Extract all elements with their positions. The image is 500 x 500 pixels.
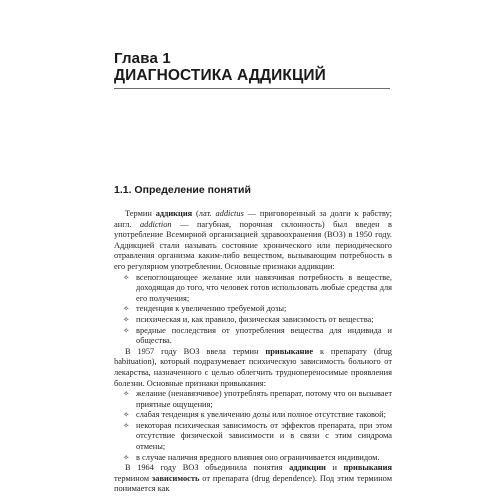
list-item-text: слабая тенденция к увеличению дозы или полное отсутствие таковой; [136, 410, 386, 420]
text-run: Термин [125, 209, 156, 218]
diamond-star-icon: ✧ [123, 420, 130, 430]
text-run: В 1964 году ВОЗ объединила понятия [125, 463, 290, 473]
text-run: термином [114, 473, 152, 483]
latin-term: addictus [215, 209, 244, 218]
list-item-text: желание (ненавязчивое) употреблять препарат, потому что он вызывает приятные ощущения; [136, 389, 392, 409]
english-term: addiction [139, 219, 172, 229]
list-item-text: психическая и, как правило, физическая зависимость от вещества; [136, 314, 374, 324]
diamond-star-icon: ✧ [123, 314, 130, 324]
list-item [114, 326, 392, 347]
diamond-star-icon: ✧ [123, 272, 130, 282]
text-run: к препарату (drug habituation), который подразумевает психическую зависимость больного от лекарства, назначенного с целью облегчить труднопереносимые проявления болезни. Основные признаки привыкания: [114, 346, 392, 388]
list-item [114, 410, 392, 421]
list-item [114, 273, 392, 305]
list-item [114, 315, 392, 326]
diamond-star-icon: ✧ [123, 325, 130, 335]
list-item [114, 389, 392, 410]
text-run: от препарата (drug dependence). Под этим термином понимается как [114, 473, 392, 494]
text-run: — пагубная, порочная склонность) был введен в употребление Всемирной организацией здравоохранения (ВОЗ) в 1950 году. Аддикцией стали называть состояние хронического или периодического отравления организма каким-либо веществом, вызывающим потребность в его регулярном употреблении. Основные признаки аддикции: [114, 219, 393, 271]
paragraph-addiction-definition [114, 209, 392, 273]
paragraph-habituation [114, 347, 392, 389]
chapter-title: ДИАГНОСТИКА АДДИКЦИЙ [114, 67, 326, 84]
list-item-text: тенденция к увеличению требуемой дозы; [136, 304, 287, 314]
text-run: (лат. [192, 209, 216, 218]
section-title: 1.1. Определение понятий [114, 184, 251, 196]
chapter-number: Глава 1 [114, 50, 171, 67]
text-run: и [325, 463, 344, 473]
term-addiction: аддикции [289, 463, 326, 473]
diamond-star-icon: ✧ [123, 389, 130, 399]
habituation-signs-list [114, 389, 392, 463]
chapter-divider [114, 88, 390, 89]
list-item [114, 453, 392, 464]
list-item-text: некоторая психическая зависимость от эффектов препарата, при этом отсутствие физической зависимости и в связи с этим синдрома отмены; [136, 420, 392, 452]
term-dependence: зависимость [151, 473, 200, 483]
diamond-star-icon: ✧ [123, 452, 130, 462]
paragraph-dependence [114, 463, 392, 495]
text-run: В 1957 году ВОЗ ввела термин [125, 346, 266, 356]
list-item-text: вредные последствия от употребления вещества для индивида и общества. [136, 325, 392, 346]
list-item-text: в случае наличия вредного влияния оно ограничивается индивидом. [136, 452, 380, 462]
term-habituation: привыкания [343, 463, 392, 473]
text-run: — приговоренный за долги к рабству; англ. [114, 209, 392, 229]
term-habituation: привыкание [265, 346, 314, 356]
term-addiction: аддикция [155, 209, 193, 218]
list-item-text: всепоглощающее желание или навязчивая потребность в веществе, доходящая до того, что человек готов использовать любые средства для его получения; [136, 272, 392, 303]
addiction-signs-list [114, 273, 392, 347]
diamond-star-icon: ✧ [123, 304, 130, 314]
list-item [114, 304, 392, 315]
list-item [114, 421, 392, 453]
body-text [114, 209, 392, 495]
diamond-star-icon: ✧ [123, 410, 130, 420]
